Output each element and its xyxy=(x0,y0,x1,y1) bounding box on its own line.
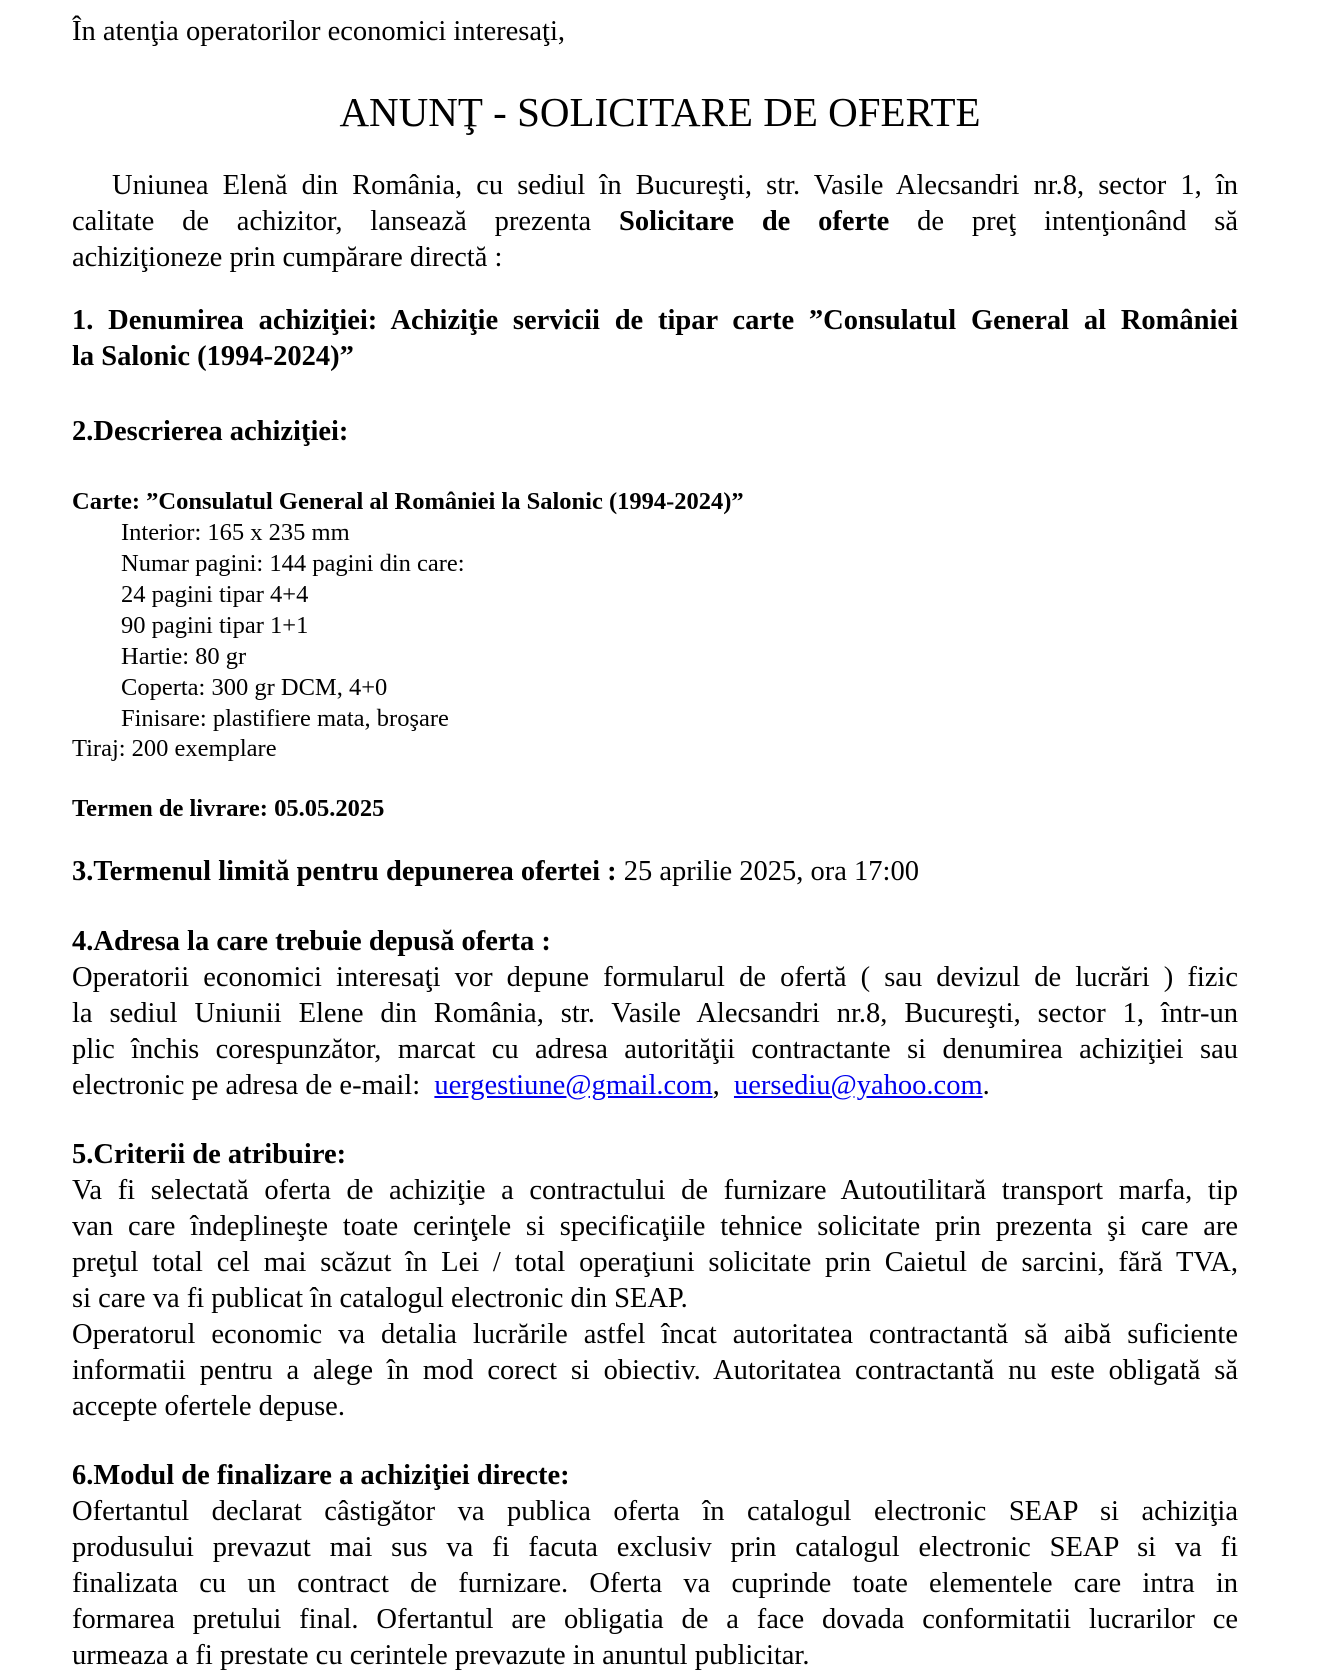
book-specs-list xyxy=(121,517,465,734)
section4-line-3: plic închis corespunzător, marcat cu adresa autorităţii contractante si denumirea achiziţiei sau xyxy=(72,1034,1238,1065)
spec-page-count: Numar pagini: 144 pagini din care: xyxy=(121,550,465,577)
section6-line-1: Ofertantul declarat câstigător va publica oferta în catalogul electronic SEAP si achiziţia xyxy=(72,1496,1238,1527)
spec-cover: Coperta: 300 gr DCM, 4+0 xyxy=(121,674,388,701)
section5-line-6: informatii pentru a alege în mod corect si obiectiv. Autoritatea contractantă nu este obligată să xyxy=(72,1355,1238,1386)
book-title: Carte: ”Consulatul General al României la Salonic (1994-2024)” xyxy=(72,488,744,515)
intro-line-2-text: calitate de achizitor, lansează prezenta xyxy=(72,206,592,237)
section6-line-5: urmeaza a fi prestate cu cerintele prevazute in anuntul publicitar. xyxy=(72,1640,810,1671)
section5-line-5: Operatorul economic va detalia lucrările astfel încat autoritatea contractantă să aibă suficiente xyxy=(72,1319,1238,1350)
section3-heading: 3.Termenul limită pentru depunerea ofertei : xyxy=(72,856,617,887)
section2-heading: 2.Descrierea achiziţiei: xyxy=(72,416,349,447)
section6-line-3: finalizata cu un contract de furnizare. Oferta va cuprinde toate elementele care intra in xyxy=(72,1568,1238,1599)
spec-mono-pages: 90 pagini tipar 1+1 xyxy=(121,612,309,639)
section5-line-4: si care va fi publicat în catalogul electronic din SEAP. xyxy=(72,1283,688,1314)
intro-line-2-end: de preţ intenţionând să xyxy=(917,206,1239,237)
spec-color-pages: 24 pagini tipar 4+4 xyxy=(121,581,309,608)
section3-line xyxy=(72,854,919,890)
email-prefix: electronic pe adresa de e-mail: xyxy=(72,1070,421,1101)
section6-heading: 6.Modul de finalizare a achiziţiei directe: xyxy=(72,1460,570,1491)
greeting: În atenţia operatorilor economici interesaţi, xyxy=(72,16,566,47)
intro-line-1: Uniunea Elenă din România, cu sediul în Bucureşti, str. Vasile Alecsandri nr.8, sector 1, în xyxy=(112,170,1238,201)
section6-line-2: produsului prevazut mai sus va fi facuta exclusiv prin catalogul electronic SEAP si va fi xyxy=(72,1532,1238,1563)
section5-line-2: van care îndeplineşte toate cerinţele si specificaţiile tehnice solicitate prin prezenta şi care are xyxy=(72,1211,1238,1242)
email-link-sediu[interactable]: uersediu@yahoo.com xyxy=(733,1070,983,1101)
section1-line-1: 1. Denumirea achiziţiei: Achiziţie servicii de tipar carte ”Consulatul General al României xyxy=(72,305,1238,336)
section1-line-2: la Salonic (1994-2024)” xyxy=(72,341,354,372)
section5-heading: 5.Criterii de atribuire: xyxy=(72,1139,347,1170)
section6-line-4: formarea pretului final. Ofertantul are obligatia de a face dovada conformitatii lucrarilor ce xyxy=(72,1604,1238,1635)
section4-line-1: Operatorii economici interesaţi vor depune formularul de ofertă ( sau devizul de lucrări ) fizic xyxy=(72,962,1238,993)
section5-line-7: accepte ofertele depuse. xyxy=(72,1391,345,1422)
spec-finishing: Finisare: plastifiere mata, broşare xyxy=(121,705,449,732)
section4-heading: 4.Adresa la care trebuie depusă oferta : xyxy=(72,926,551,957)
page-title: ANUNŢ - SOLICITARE DE OFERTE xyxy=(339,89,981,135)
email-link-gestiune[interactable]: uergestiune@gmail.com xyxy=(434,1070,713,1101)
intro-bold-phrase: Solicitare de oferte xyxy=(618,206,890,237)
intro-line-2 xyxy=(72,204,1238,240)
section4-line-2: la sediul Uniunii Elene din România, str. Vasile Alecsandri nr.8, Bucureşti, sector 1, într-un xyxy=(72,998,1238,1029)
section5-line-3: preţul total cel mai scăzut în Lei / total operaţiuni solicitate prin Caietul de sarcini, fără TVA, xyxy=(72,1247,1238,1278)
spec-paper: Hartie: 80 gr xyxy=(121,643,247,670)
submission-deadline: 25 aprilie 2025, ora 17:00 xyxy=(623,856,919,887)
intro-line-3: achiziţioneze prin cumpărare directă : xyxy=(72,242,503,273)
section4-line-4: electronic pe adresa de e-mail: uergestiune@gmail.com, uersediu@yahoo.com. xyxy=(72,1070,990,1101)
section5-line-1: Va fi selectată oferta de achiziţie a contractului de furnizare Autoutilitară transport marfa, tip xyxy=(72,1175,1238,1206)
delivery-deadline: Termen de livrare: 05.05.2025 xyxy=(72,795,385,822)
spec-interior: Interior: 165 x 235 mm xyxy=(121,519,350,546)
print-run: Tiraj: 200 exemplare xyxy=(72,735,277,762)
